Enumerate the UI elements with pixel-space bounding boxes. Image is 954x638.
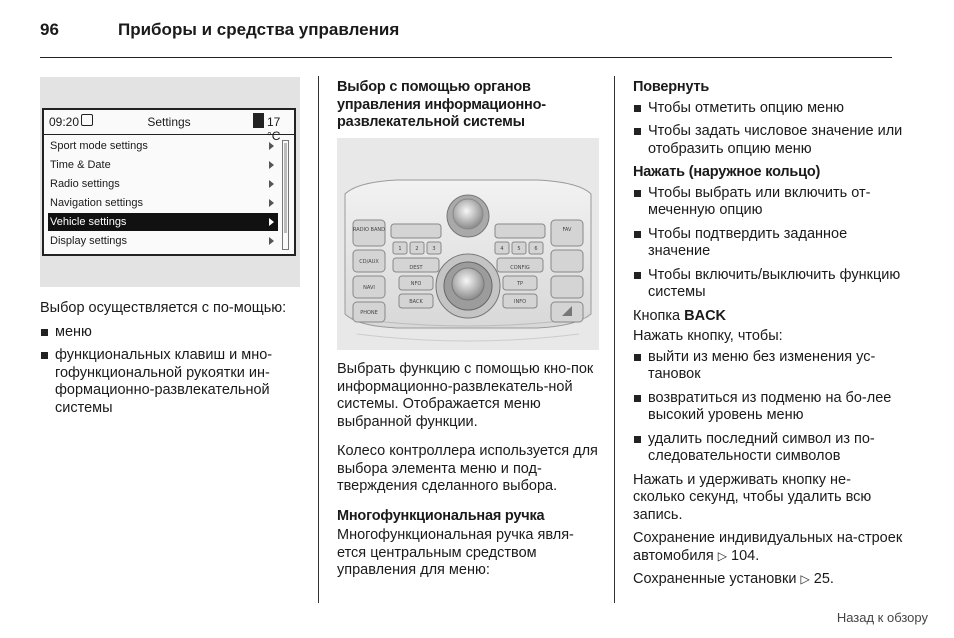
menu-item-label: Display settings (50, 235, 128, 247)
menu-item-label: Navigation settings (50, 197, 143, 209)
preset-2-label: 2 (415, 246, 419, 252)
list-item: удалить последний символ из по-следовательности символов (633, 431, 903, 466)
menu-item-label: Radio settings (50, 178, 120, 190)
save-text: Сохранение индивидуальных на-строек автомобиля ▷ 104. (633, 530, 903, 564)
back-key-heading: Кнопка BACK (633, 307, 727, 324)
col2-para1: Выбрать функцию с помощью кно-пок информационно-развлекатель-ной системы. Отображается меню выбранной функции. (337, 361, 594, 430)
menu-item-label: Vehicle settings (50, 216, 127, 228)
nfo-label: NFO (410, 281, 422, 287)
navi-label: NAVI (363, 285, 375, 291)
scrollbar-thumb[interactable] (284, 143, 287, 233)
column-2-body (337, 361, 599, 586)
chevron-right-icon (269, 161, 274, 169)
back-intro: Нажать кнопку, чтобы: (633, 328, 783, 344)
display-status-bar (44, 110, 294, 143)
col1-intro: Выбор осуществляется с по-мощью: (40, 300, 287, 316)
back-key: BACK (684, 307, 727, 324)
menu-item-vehicle[interactable] (48, 213, 278, 231)
list-item: Чтобы задать числовое значение или отобразить опцию меню (633, 123, 903, 158)
bullet-icon (634, 272, 641, 279)
menu-item-radio[interactable] (48, 175, 278, 193)
thermometer-icon (253, 113, 264, 128)
chevron-right-icon (269, 237, 274, 245)
preset-5-label: 5 (517, 246, 521, 252)
back-label: BACK (409, 299, 423, 305)
reference-arrow-icon: ▷ (717, 548, 728, 563)
preset-6-label: 6 (534, 246, 538, 252)
press-list (633, 185, 903, 302)
saved-text: Сохраненные установки ▷ 25. (633, 571, 834, 587)
bullet-icon (41, 352, 48, 359)
list-item: выйти из меню без изменения ус-тановок (633, 349, 903, 384)
page-title: Приборы и средства управления (118, 20, 400, 39)
control-panel-figure (337, 138, 599, 350)
bullet-icon (634, 231, 641, 238)
col2-para2: Колесо контроллера используется для выбора элемента меню и под-тверждения сделанного выбора. (337, 443, 598, 494)
column-divider-2 (614, 76, 615, 603)
chevron-right-icon (269, 199, 274, 207)
hold-text: Нажать и удерживать кнопку не-сколько секунд, чтобы удалить всю запись. (633, 471, 872, 523)
chevron-right-icon (269, 142, 274, 150)
col2-para3: Многофункциональная ручка явля-ется центральным средством управления для меню: (337, 527, 574, 578)
config-label: CONFIG (510, 265, 530, 271)
header-rule (40, 57, 892, 58)
bullet-icon (634, 395, 641, 402)
list-item: меню (40, 324, 302, 342)
saved-page-link[interactable]: 25 (813, 571, 830, 587)
menu-item-navigation[interactable] (48, 194, 278, 212)
tp-label: TP (516, 281, 524, 287)
page-number: 96 (40, 20, 59, 39)
back-to-overview-link[interactable]: Назад к обзору (836, 610, 928, 625)
column-divider-1 (318, 76, 319, 603)
menu-item-label: Time & Date (50, 159, 111, 171)
bullet-icon (634, 354, 641, 361)
bullet-icon (634, 128, 641, 135)
bullet-icon (41, 329, 48, 336)
bullet-icon (634, 190, 641, 197)
display-time: 09:20 (49, 115, 80, 129)
menu-item-display[interactable] (48, 232, 278, 250)
display-title: Settings (147, 115, 191, 129)
dest-label: DEST (409, 265, 423, 271)
settings-display (42, 108, 296, 256)
column-1 (40, 300, 302, 423)
info-label: INFO (513, 299, 527, 305)
display-temperature: 17 °C (267, 115, 281, 143)
menu-item-label: Sport mode settings (50, 140, 148, 152)
chevron-right-icon (269, 180, 274, 188)
list-item: Чтобы подтвердить заданное значение (633, 226, 903, 261)
bullet-icon (634, 105, 641, 112)
turn-list (633, 100, 903, 159)
cd-aux-label: CD/AUX (359, 259, 379, 265)
col2-heading: Выбор с помощью органов управления информационно-развлекательной системы (337, 79, 546, 130)
col2-subheading: Многофункциональная ручка (337, 507, 545, 524)
preset-3-label: 3 (432, 246, 436, 252)
radio-band-label: RADIO BAND (353, 227, 385, 233)
reference-arrow-icon: ▷ (800, 572, 810, 586)
list-item: функциональных клавиш и мно-гофункциональной рукоятки ин-формационно-развлекательной системы (40, 347, 302, 417)
column-3 (633, 79, 903, 595)
preset-4-label: 4 (500, 246, 504, 252)
display-scrollbar[interactable] (282, 140, 289, 250)
list-item: Чтобы включить/выключить функцию системы (633, 267, 903, 302)
control-panel-drawing (337, 138, 599, 350)
save-page-link[interactable]: 104 (731, 547, 756, 564)
menu-item-sport-mode[interactable] (48, 137, 278, 155)
preset-1-label: 1 (398, 246, 402, 252)
turn-heading: Повернуть (633, 79, 710, 95)
list-item: возвратиться из подменю на бо-лее высокий уровень меню (633, 390, 903, 425)
back-list (633, 349, 903, 466)
chevron-right-icon (269, 218, 274, 226)
column-2 (337, 79, 599, 138)
fav-label: FAV (562, 227, 572, 233)
list-item: Чтобы выбрать или включить от-меченную опцию (633, 185, 903, 220)
col1-list (40, 324, 302, 418)
menu-item-time-date[interactable] (48, 156, 278, 174)
phone-label: PHONE (360, 310, 378, 316)
press-heading: Нажать (наружное кольцо) (633, 164, 821, 180)
bullet-icon (634, 436, 641, 443)
list-item: Чтобы отметить опцию меню (633, 100, 903, 118)
